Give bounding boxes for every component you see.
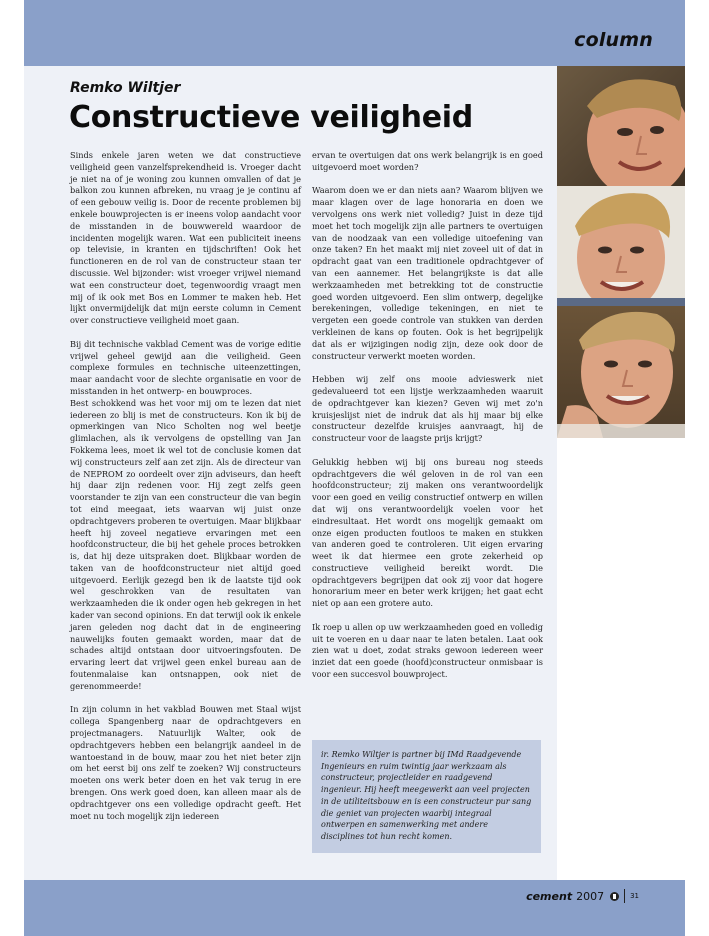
- paragraph: Sinds enkele jaren weten we dat constructieve veiligheid geen vanzelfsprekendheid is. Vroeger dacht je niet na of je woning zou kunnen omvallen of dat je balkon zou kunnen afbreken, nu vraag je je continu af of een gebouw veilig is. Door de recente problemen bij enkele bouwprojecten is er ineens volop aandacht voor de misstanden in de bouwwereld waardoor de incidenten mogelijk waren. Wat een publiciteit ineens op televisie, in kranten en tijdschriften! Ook het functioneren en de rol van de constructeur staan ter discussie. Wel bijzonder: wist vroeger vrijwel niemand wat een constructeur doet, tegenwoordig vraagt men mij of ik ook met Bos en Lommer te maken heb. Het lijkt onvermijdelijk dat mijn eerste column in Cement over constructieve veiligheid moet gaan.: [70, 150, 301, 326]
- issue-year: 2007: [576, 889, 605, 903]
- paragraph: Ik roep u allen op uw werkzaamheden goed en volledig uit te voeren en u daar naar te laten betalen. Laat ook zien wat u doet, zodat straks gewoon iedereen weer inziet dat een goede (hoofd)constructeur onmisbaar is voor een succesvol bouwproject.: [312, 621, 543, 680]
- article-title: Constructieve veiligheid: [69, 100, 473, 135]
- magazine-name: cement: [526, 889, 573, 903]
- paragraph: Best schokkend was het voor mij om te lezen dat niet iedereen zo blij is met de constructeurs. Kon ik bij de opmerkingen van Nico Scholten nog wel beetje glimlachen, als ik vervolgens de opstelling van Jan Fokkema lees, moet ik wel tot de conclusie komen dat wij constructeurs zelf aan zet zijn. Als de directeur van de NEPROM zo oordeelt over zijn adviseurs, dan heeft hij daar zijn redenen voor. Hij zegt zelfs geen voorstander te zijn van een constructeur die van begin tot eind meegaat, iets waarvan wij juist onze opdrachtgevers proberen te overtuigen. Maar blijkbaar heeft hij zoveel negatieve ervaringen met een hoofdconstructeur, die bij het gehele proces betrokken is, dat hij deze uitspraken doet. Blijkbaar worden de taken van de hoofdconstructeur niet altijd goed uitgevoerd. Eerlijk gezegd ben ik de laatste tijd ook wel geschrokken van de resultaten van werkzaamheden die ik onder ogen heb gekregen in het kader van second opinions. En dat terwijl ook ik enkele jaren geleden nog dacht dat in de engineering nauwelijks fouten gemaakt worden, maar dat de schades altijd ontstaan door uitvoeringsfouten. De ervaring leert dat vrijwel geen enkel bureau aan de foutenmalaise kan ontsnappen, ook niet de gerenommeerde!: [70, 397, 301, 691]
- paragraph: Bij dit technische vakblad Cement was de vorige editie vrijwel geheel gewijd aan die veiligheid. Geen complexe formules en technische uiteenzettingen, maar aandacht voor de slechte organisatie en voor de misstanden in het ontwerp- en bouwproces.: [70, 338, 301, 396]
- paragraph: Waarom doen we er dan niets aan? Waarom blijven we maar klagen over de lage honoraria en doen we vervolgens ons werk niet volledig? Juist in deze tijd moet het toch mogelijk zijn alle partners te overtuigen van de noodzaak van een volledige uitoefening van onze taken? En het maakt mij niet zoveel uit of dat in opdracht gaat van een traditionele opdrachtgever of van een aannemer. Het belangrijkste is dat alle werkzaamheden met betrekking tot de constructie goed worden uitgevoerd. Een slim ontwerp, degelijke berekeningen, volledige tekeningen, en niet te vergeten een goede controle van stukken van derden verkleinen de kans op fouten. Ook is het begrijpelijk dat als er wijzigingen nodig zijn, deze ook door de constructeur verwerkt moeten worden.: [312, 185, 543, 361]
- paragraph: Hebben wij zelf ons mooie advieswerk niet gedevalueerd tot een lijstje werkzaamheden waaruit de opdrachtgever kan kiezen? Geven wij met zo'n kruisjeslijst niet de indruk dat als hij maar bij elke constructeur dezelfde kruisjes aanvraagt, hij de constructeur voor de laagste prijs krijgt?: [312, 374, 543, 444]
- footer-brand: [526, 889, 639, 903]
- magazine-logo-icon: [610, 892, 619, 901]
- paragraph: ervan te overtuigen dat ons werk belangrijk is en goed uitgevoerd moet worden?: [312, 150, 543, 172]
- paragraph: Gelukkig hebben wij bij ons bureau nog steeds opdrachtgevers die wél geloven in de rol van een hoofdconstructeur; zij maken ons verantwoordelijk voor een goed en veilig constructief ontwerp en willen dat wij ons verantwoordelijk voelen voor het eindresultaat. Het wordt ons mogelijk gemaakt om onze eigen producten foutloos te maken en stukken van anderen goed te controleren. Uit eigen ervaring weet ik dat hiermee een grote zekerheid op constructieve veiligheid bereikt wordt. Die opdrachtgevers begrijpen dat ook zij voor dat hogere honorarium meer en beter werk krijgen; het gaat echt niet op aan een grotere auto.: [312, 456, 543, 609]
- author-bio-box: [312, 740, 541, 853]
- text-column-left: [70, 150, 301, 834]
- paragraph: In zijn column in het vakblad Bouwen met Staal wijst collega Spangenberg naar de opdrachtgevers en projectmanagers. Natuurlijk Walter, ook de opdrachtgevers hebben een belangrijk aandeel in de wantoestand in de bouw, maar zou het niet beter zijn om het eerst bij ons zelf te zoeken? Wij constructeurs moeten ons werk beter doen en het vak terug in ere brengen. Ons werk goed doen, kan alleen maar als de opdrachtgever ons een volledige opdracht geeft. Het moet nu toch mogelijk zijn iedereen: [70, 704, 301, 821]
- author-name: Remko Wiltjer: [70, 80, 181, 96]
- text-column-right: [312, 150, 543, 693]
- author-portrait-photo: [557, 186, 685, 306]
- author-portrait-photo: [557, 66, 685, 186]
- section-label: column: [574, 29, 653, 51]
- page-number: 31: [630, 892, 639, 900]
- divider: [624, 889, 625, 903]
- author-bio: ir. Remko Wiltjer is partner bij IMd Raadgevende Ingenieurs en ruim twintig jaar werkzaam als constructeur, projectleider en raadgevend ingenieur. Hij heeft meegewerkt aan veel projecten in de utiliteitsbouw en is een constructeur pur sang die geniet van projecten waarbij integraal ontwerpen en samenwerking met andere disciplines tot hun recht komen.: [321, 750, 532, 841]
- author-portrait-photo: [557, 306, 685, 438]
